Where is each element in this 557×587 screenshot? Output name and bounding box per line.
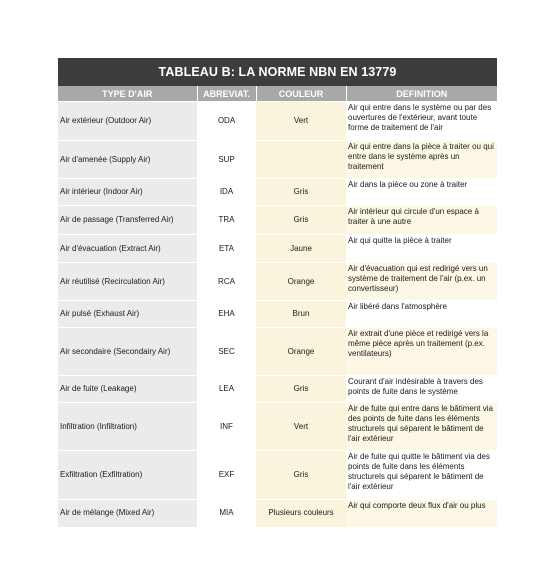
air-type-cell: Air de passage (Transferred Air) (58, 206, 197, 235)
definition-cell: Air qui comporte deux flux d'air ou plus (346, 500, 497, 527)
air-type-cell: Air d'amenée (Supply Air) (58, 141, 197, 179)
color-cell: Gris (256, 451, 346, 500)
definition-cell: Air qui entre dans la pièce à traiter ou qui entre dans le système après un traitement (346, 141, 497, 179)
table-title: TABLEAU B: LA NORME NBN EN 13779 (58, 58, 497, 86)
header-row (58, 86, 497, 102)
air-type-cell: Air d'évacuation (Extract Air) (58, 235, 197, 263)
color-cell: Gris (256, 376, 346, 403)
color-cell: Vert (256, 403, 346, 451)
abbreviation-cell: LEA (197, 376, 256, 403)
abbreviation-cell: ODA (197, 102, 256, 141)
table-row (58, 206, 497, 235)
color-cell: Brun (256, 301, 346, 328)
abbreviation-cell: SEC (197, 328, 256, 376)
header-type: TYPE D'AIR (58, 86, 197, 102)
definition-cell: Air d'évacuation qui est redirigé vers un système de traitement de l'air (p.ex. un convertisseur) (346, 263, 497, 301)
definition-cell: Air libéré dans l'atmosphère (346, 301, 497, 328)
table-row (58, 451, 497, 500)
abbreviation-cell: TRA (197, 206, 256, 235)
definition-cell: Air de fuite qui entre dans le bâtiment via des points de fuite dans les éléments structurels qui séparent le bâtiment de l'air extérieur (346, 403, 497, 451)
color-cell: Plusieurs couleurs (256, 500, 346, 527)
abbreviation-cell: SUP (197, 141, 256, 179)
definition-cell: Air extrait d'une pièce et redirigé vers la même pièce après un traitement (p.ex. ventilateurs) (346, 328, 497, 376)
header-abbreviation: ABREVIAT. (197, 86, 256, 102)
color-cell: Jaune (256, 235, 346, 263)
air-type-cell: Air extérieur (Outdoor Air) (58, 102, 197, 141)
air-type-cell: Exfiltration (Exfiltration) (58, 451, 197, 500)
color-cell: Orange (256, 263, 346, 301)
definition-cell: Courant d'air indésirable à travers des points de fuite dans le système (346, 376, 497, 403)
table-row (58, 263, 497, 301)
table-row (58, 141, 497, 179)
norm-table-container (58, 58, 497, 527)
color-cell: Gris (256, 206, 346, 235)
abbreviation-cell: ETA (197, 235, 256, 263)
table-row (58, 179, 497, 206)
color-cell (256, 141, 346, 179)
air-type-cell: Air de mélange (Mixed Air) (58, 500, 197, 527)
table-row (58, 403, 497, 451)
abbreviation-cell: EXF (197, 451, 256, 500)
air-type-cell: Air intérieur (Indoor Air) (58, 179, 197, 206)
air-type-cell: Air réutilisé (Recirculation Air) (58, 263, 197, 301)
definition-cell: Air qui entre dans le système ou par des ouvertures de l'extérieur, avant toute forme de traitement de l'air (346, 102, 497, 141)
definition-cell: Air qui quitte la pièce à traiter (346, 235, 497, 263)
color-cell: Orange (256, 328, 346, 376)
table-row (58, 235, 497, 263)
abbreviation-cell: EHA (197, 301, 256, 328)
header-definition: DEFINITION (346, 86, 497, 102)
air-type-cell: Infiltration (Infiltration) (58, 403, 197, 451)
definition-cell: Air dans la pièce ou zone à traiter (346, 179, 497, 206)
air-type-cell: Air pulsé (Exhaust Air) (58, 301, 197, 328)
abbreviation-cell: RCA (197, 263, 256, 301)
abbreviation-cell: INF (197, 403, 256, 451)
air-type-cell: Air secondaire (Secondairy Air) (58, 328, 197, 376)
definition-cell: Air de fuite qui quitte le bâtiment via des points de fuite dans les éléments structurels qui séparent le bâtiment de l'air extérieur (346, 451, 497, 500)
abbreviation-cell: MIA (197, 500, 256, 527)
definition-cell: Air intérieur qui circule d'un espace à traiter à une autre (346, 206, 497, 235)
color-cell: Gris (256, 179, 346, 206)
abbreviation-cell: IDA (197, 179, 256, 206)
table-row (58, 102, 497, 141)
color-cell: Vert (256, 102, 346, 141)
table-row (58, 376, 497, 403)
table-row (58, 301, 497, 328)
table-row (58, 500, 497, 527)
air-type-cell: Air de fuite (Leakage) (58, 376, 197, 403)
header-color: COULEUR (256, 86, 346, 102)
table-row (58, 328, 497, 376)
air-types-table (58, 86, 497, 527)
